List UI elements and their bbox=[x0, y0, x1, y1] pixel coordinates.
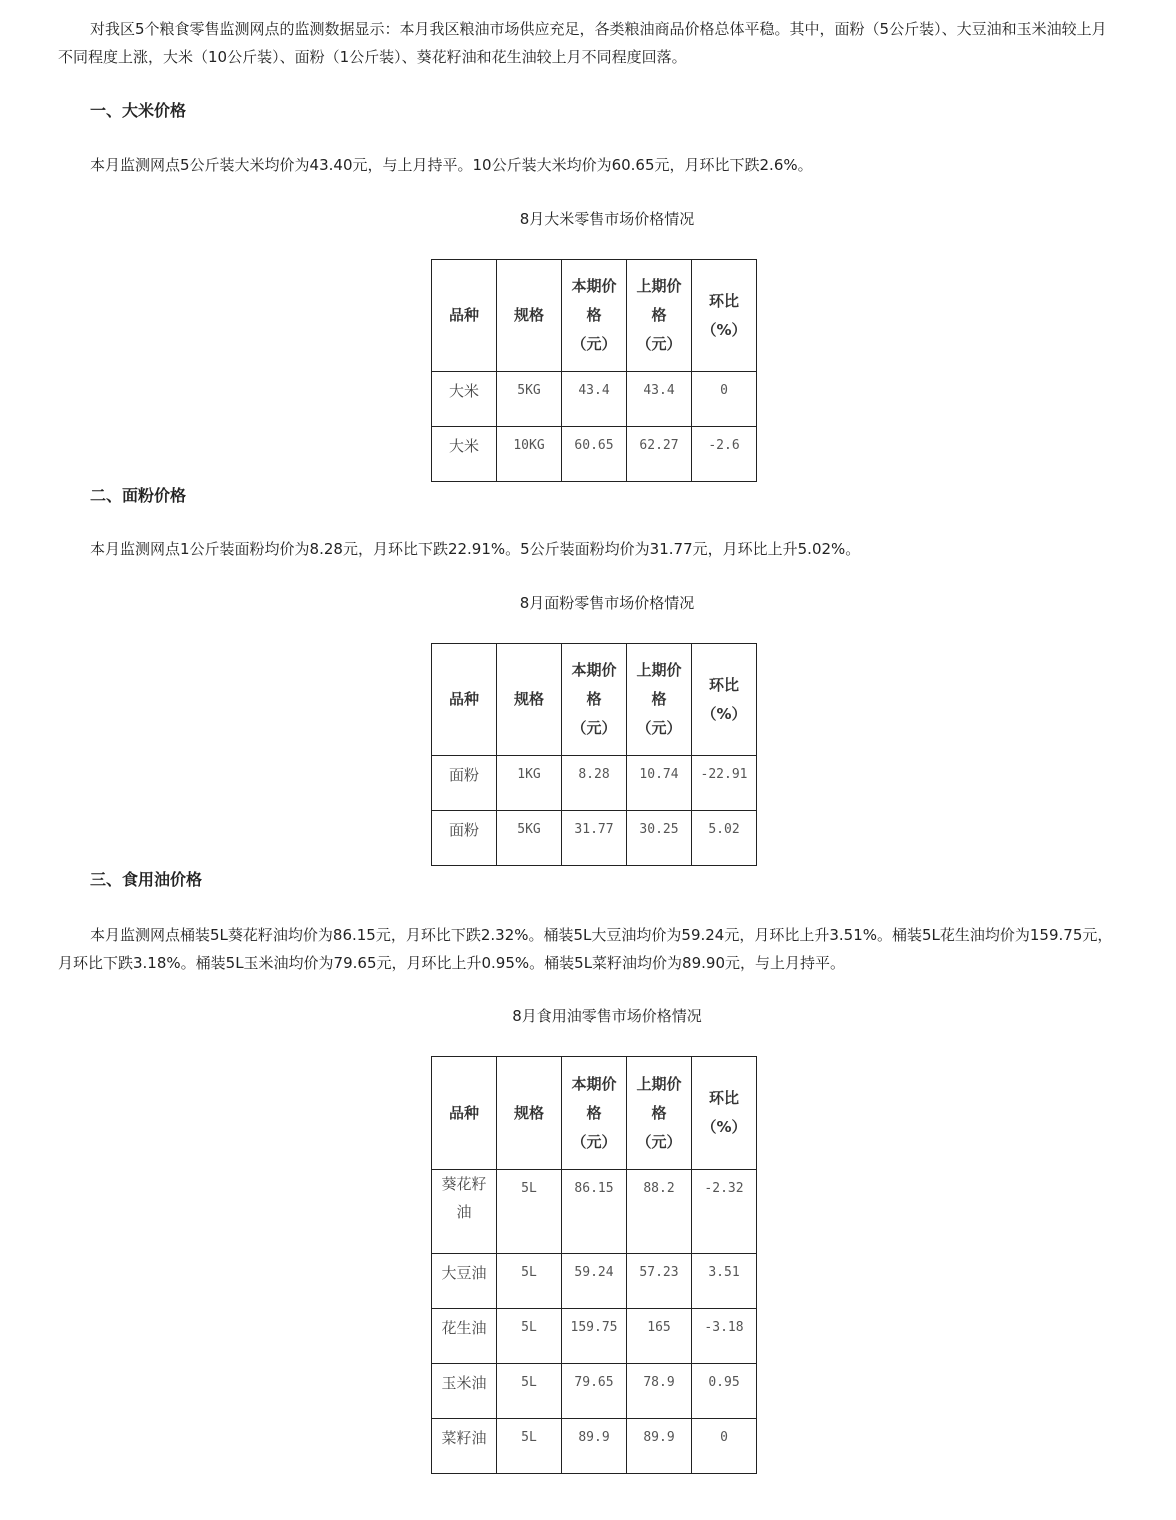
cell-name: 大米 bbox=[432, 427, 497, 482]
header-name: 品种 bbox=[432, 260, 497, 372]
cell-previous-price: 88.2 bbox=[627, 1170, 692, 1254]
cell-change: 0.95 bbox=[692, 1364, 757, 1419]
table-caption-oil: 8月食用油零售市场价格情况 bbox=[512, 1007, 702, 1025]
cell-spec: 5L bbox=[497, 1364, 562, 1419]
cell-current-price: 86.15 bbox=[562, 1170, 627, 1254]
table-caption-rice: 8月大米零售市场价格情况 bbox=[519, 210, 695, 228]
section-text-flour: 本月监测网点1公斤装面粉均价为8.28元，月环比下跌22.91%。5公斤装面粉均价为31.77元，月环比上升5.02%。 bbox=[90, 540, 861, 558]
section-heading-flour: 二、面粉价格 bbox=[90, 486, 187, 505]
cell-name: 玉米油 bbox=[432, 1364, 497, 1419]
cell-change: 0 bbox=[692, 1419, 757, 1474]
cell-name: 面粉 bbox=[432, 811, 497, 866]
cell-current-price: 89.9 bbox=[562, 1419, 627, 1474]
table-header-row bbox=[432, 260, 757, 372]
cell-name: 花生油 bbox=[432, 1309, 497, 1364]
table-row bbox=[432, 1419, 757, 1474]
oil-price-table bbox=[431, 1056, 757, 1474]
cell-current-price: 31.77 bbox=[562, 811, 627, 866]
cell-previous-price: 43.4 bbox=[627, 372, 692, 427]
cell-spec: 10KG bbox=[497, 427, 562, 482]
intro-paragraph: 对我区5个粮食零售监测网点的监测数据显示：本月我区粮油市场供应充足，各类粮油商品价格总体平稳。其中，面粉（5公斤装）、大豆油和玉米油较上月不同程度上涨，大米（10公斤装）、面粉（1公斤装）、葵花籽油和花生油较上月不同程度回落。 bbox=[58, 20, 1107, 66]
cell-spec: 5L bbox=[497, 1254, 562, 1309]
cell-previous-price: 30.25 bbox=[627, 811, 692, 866]
cell-previous-price: 89.9 bbox=[627, 1419, 692, 1474]
cell-change: 3.51 bbox=[692, 1254, 757, 1309]
header-name: 品种 bbox=[432, 1057, 497, 1170]
cell-name: 菜籽油 bbox=[432, 1419, 497, 1474]
cell-previous-price: 10.74 bbox=[627, 756, 692, 811]
header-change: 环比（%） bbox=[692, 260, 757, 372]
header-previous-price: 上期价格（元） bbox=[627, 260, 692, 372]
section-text-rice: 本月监测网点5公斤装大米均价为43.40元，与上月持平。10公斤装大米均价为60.65元，月环比下跌2.6%。 bbox=[90, 156, 813, 174]
cell-name: 葵花籽油 bbox=[432, 1170, 497, 1254]
cell-previous-price: 78.9 bbox=[627, 1364, 692, 1419]
cell-change: -3.18 bbox=[692, 1309, 757, 1364]
header-spec: 规格 bbox=[497, 260, 562, 372]
cell-spec: 5L bbox=[497, 1170, 562, 1254]
table-row bbox=[432, 1254, 757, 1309]
cell-change: 0 bbox=[692, 372, 757, 427]
cell-spec: 1KG bbox=[497, 756, 562, 811]
table-row bbox=[432, 811, 757, 866]
table-header-row bbox=[432, 1057, 757, 1170]
header-previous-price: 上期价格（元） bbox=[627, 1057, 692, 1170]
flour-price-table bbox=[431, 643, 757, 866]
table-row bbox=[432, 427, 757, 482]
cell-previous-price: 165 bbox=[627, 1309, 692, 1364]
cell-spec: 5KG bbox=[497, 811, 562, 866]
cell-name: 大米 bbox=[432, 372, 497, 427]
header-spec: 规格 bbox=[497, 1057, 562, 1170]
cell-change: -2.32 bbox=[692, 1170, 757, 1254]
cell-spec: 5KG bbox=[497, 372, 562, 427]
cell-current-price: 79.65 bbox=[562, 1364, 627, 1419]
cell-current-price: 43.4 bbox=[562, 372, 627, 427]
table-row bbox=[432, 756, 757, 811]
table-row bbox=[432, 1364, 757, 1419]
header-change: 环比（%） bbox=[692, 1057, 757, 1170]
section-text-oil: 本月监测网点桶装5L葵花籽油均价为86.15元，月环比下跌2.32%。桶装5L大豆油均价为59.24元，月环比上升3.51%。桶装5L花生油均价为159.75元，月环比下跌3.18%。桶装5L玉米油均价为79.65元，月环比上升0.95%。桶装5L菜籽油均价为89.90元，与上月持平。 bbox=[58, 926, 1113, 972]
section-heading-oil: 三、食用油价格 bbox=[90, 870, 203, 889]
section-heading-rice: 一、大米价格 bbox=[90, 101, 187, 120]
header-current-price: 本期价格（元） bbox=[562, 1057, 627, 1170]
rice-price-table bbox=[431, 259, 757, 482]
cell-spec: 5L bbox=[497, 1309, 562, 1364]
table-header-row bbox=[432, 644, 757, 756]
cell-change: -22.91 bbox=[692, 756, 757, 811]
table-caption-flour: 8月面粉零售市场价格情况 bbox=[519, 594, 695, 612]
header-change: 环比（%） bbox=[692, 644, 757, 756]
header-current-price: 本期价格（元） bbox=[562, 260, 627, 372]
header-name: 品种 bbox=[432, 644, 497, 756]
header-spec: 规格 bbox=[497, 644, 562, 756]
cell-spec: 5L bbox=[497, 1419, 562, 1474]
cell-current-price: 59.24 bbox=[562, 1254, 627, 1309]
cell-name: 面粉 bbox=[432, 756, 497, 811]
header-previous-price: 上期价格（元） bbox=[627, 644, 692, 756]
cell-name: 大豆油 bbox=[432, 1254, 497, 1309]
cell-current-price: 8.28 bbox=[562, 756, 627, 811]
header-current-price: 本期价格（元） bbox=[562, 644, 627, 756]
cell-change: -2.6 bbox=[692, 427, 757, 482]
cell-change: 5.02 bbox=[692, 811, 757, 866]
cell-previous-price: 57.23 bbox=[627, 1254, 692, 1309]
cell-previous-price: 62.27 bbox=[627, 427, 692, 482]
table-row bbox=[432, 372, 757, 427]
table-row bbox=[432, 1170, 757, 1254]
cell-current-price: 159.75 bbox=[562, 1309, 627, 1364]
cell-current-price: 60.65 bbox=[562, 427, 627, 482]
table-row bbox=[432, 1309, 757, 1364]
